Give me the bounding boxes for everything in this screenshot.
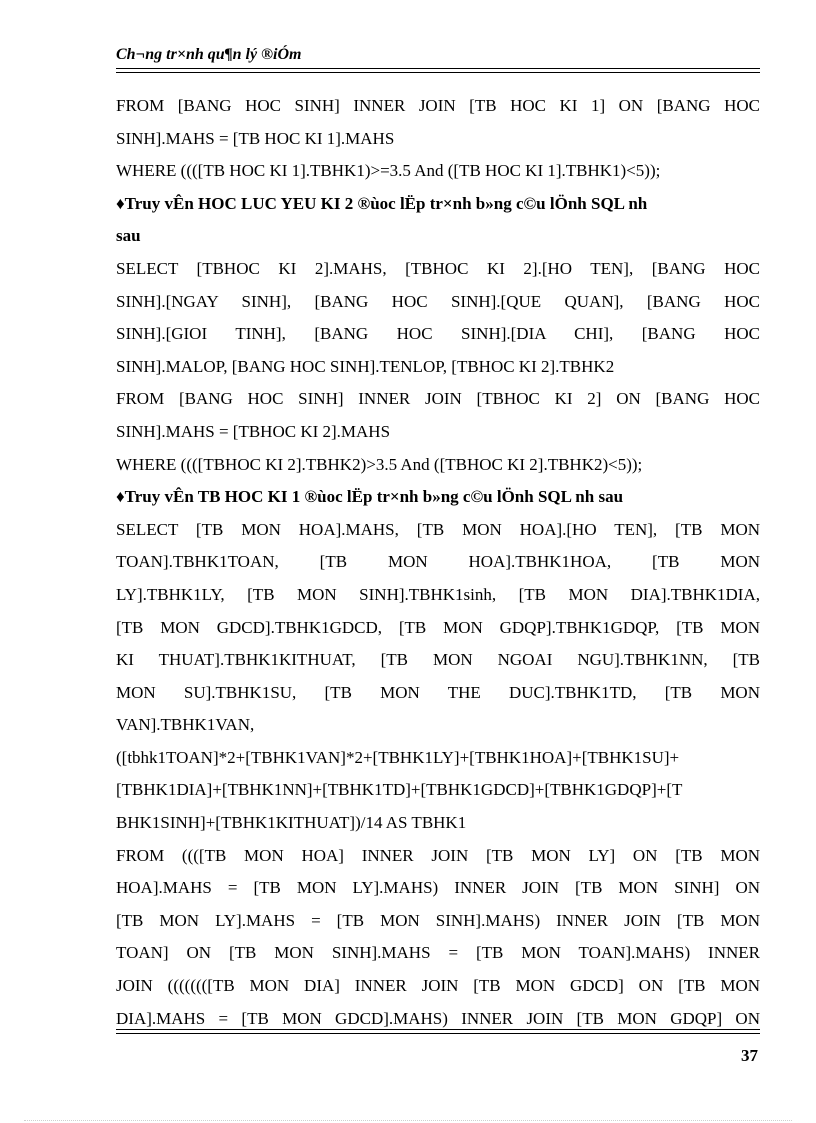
sql-text-line: LY].TBHK1LY, [TB MON SINH].TBHK1sinh, [TB MON DIA].TBHK1DIA, bbox=[116, 584, 760, 604]
sql-text-line: SELECT [TB MON HOA].MAHS, [TB MON HOA].[HO TEN], [TB MON bbox=[116, 519, 760, 539]
sql-text-line: WHERE ((([TB HOC KI 1].TBHK1)>=3.5 And ([TB HOC KI 1].TBHK1)<5)); bbox=[116, 161, 661, 181]
sql-text-line: TOAN] ON [TB MON SINH].MAHS = [TB MON TOAN].MAHS) INNER bbox=[116, 943, 760, 963]
sql-text-line: WHERE ((([TBHOC KI 2].TBHK2)>3.5 And ([TBHOC KI 2].TBHK2)<5)); bbox=[116, 454, 643, 474]
sql-text-line: [TB MON GDCD].TBHK1GDCD, [TB MON GDQP].TBHK1GDQP, [TB MON bbox=[116, 617, 760, 637]
sql-text-line: KI THUAT].TBHK1KITHUAT, [TB MON NGOAI NGU].TBHK1NN, [TB bbox=[116, 650, 760, 670]
document-body bbox=[116, 90, 760, 1035]
section-heading-line: ♦Truy vÊn TB HOC KI 1 ®ùoc lËp tr×nh b»ng c©u lÖnh SQL nh sau bbox=[116, 487, 624, 507]
sql-text-line: SINH].[GIOI TINH], [BANG HOC SINH].[DIA CHI], [BANG HOC bbox=[116, 324, 760, 344]
sql-text-line: JOIN ((((((([TB MON DIA] INNER JOIN [TB MON GDCD] ON [TB MON bbox=[116, 976, 760, 996]
section-heading-line: ♦Truy vÊn HOC LUC YEU KI 2 ®ùoc lËp tr×nh b»ng c©u lÖnh SQL nh bbox=[116, 193, 648, 213]
page-edge-dotted-line bbox=[24, 1120, 792, 1121]
sql-text-line: SINH].MAHS = [TB HOC KI 1].MAHS bbox=[116, 128, 395, 148]
sql-text-line: VAN].TBHK1VAN, bbox=[116, 715, 255, 735]
sql-text-line: SELECT [TBHOC KI 2].MAHS, [TBHOC KI 2].[HO TEN], [BANG HOC bbox=[116, 258, 760, 278]
page-header-title: Ch¬ng tr×nh qu¶n lý ®iÓm bbox=[116, 46, 302, 63]
sql-text-line: SINH].[NGAY SINH], [BANG HOC SINH].[QUE QUAN], [BANG HOC bbox=[116, 291, 760, 311]
sql-text-line: BHK1SINH]+[TBHK1KITHUAT])/14 AS TBHK1 bbox=[116, 813, 467, 833]
page-number: 37 bbox=[741, 1046, 758, 1065]
sql-text-line: FROM [BANG HOC SINH] INNER JOIN [TB HOC KI 1] ON [BANG HOC bbox=[116, 96, 760, 115]
sql-text-line: ([tbhk1TOAN]*2+[TBHK1VAN]*2+[TBHK1LY]+[TBHK1HOA]+[TBHK1SU]+ bbox=[116, 747, 680, 767]
sql-text-line: [TB MON LY].MAHS = [TB MON SINH].MAHS) INNER JOIN [TB MON bbox=[116, 910, 760, 930]
sql-text-line: HOA].MAHS = [TB MON LY].MAHS) INNER JOIN [TB MON SINH] ON bbox=[116, 878, 760, 898]
sql-text-line: MON SU].TBHK1SU, [TB MON THE DUC].TBHK1TD, [TB MON bbox=[116, 682, 760, 702]
sql-text-line: TOAN].TBHK1TOAN, [TB MON HOA].TBHK1HOA, [TB MON bbox=[116, 552, 760, 572]
footer-rule bbox=[116, 1029, 760, 1034]
sql-text-line: FROM [BANG HOC SINH] INNER JOIN [TBHOC KI 2] ON [BANG HOC bbox=[116, 389, 760, 409]
sql-text-line: FROM ((([TB MON HOA] INNER JOIN [TB MON LY] ON [TB MON bbox=[116, 845, 760, 865]
section-heading-line: sau bbox=[116, 226, 141, 246]
sql-text-line: DIA].MAHS = [TB MON GDCD].MAHS) INNER JOIN [TB MON GDQP] ON bbox=[116, 1008, 760, 1028]
header-rule bbox=[116, 68, 760, 73]
sql-text-line: SINH].MAHS = [TBHOC KI 2].MAHS bbox=[116, 421, 391, 441]
sql-text-line: [TBHK1DIA]+[TBHK1NN]+[TBHK1TD]+[TBHK1GDCD]+[TBHK1GDQP]+[T bbox=[116, 780, 683, 800]
sql-text-line: SINH].MALOP, [BANG HOC SINH].TENLOP, [TBHOC KI 2].TBHK2 bbox=[116, 356, 615, 376]
